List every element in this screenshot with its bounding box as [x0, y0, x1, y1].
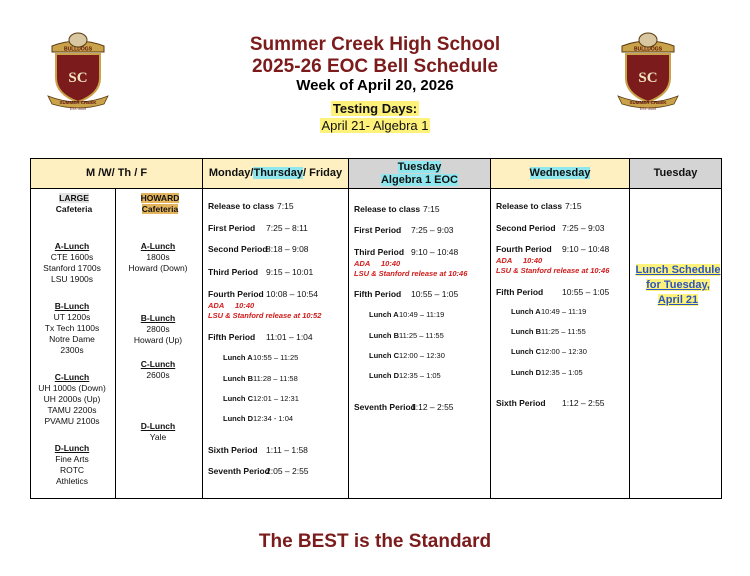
lunch-group-item: UH 2000s (Up) [43, 394, 101, 404]
ada-label: ADA [496, 256, 513, 265]
lunch-group-item: Howard (Up) [133, 335, 183, 345]
period-name: Seventh Period [208, 466, 270, 476]
period-time: 12:01 – 12:31 [253, 394, 299, 403]
logo-ribbon-text: SUMMER CREEK [59, 100, 97, 105]
period-name: First Period [354, 225, 402, 235]
lunch-group-title: A-Lunch [54, 241, 90, 251]
period-name: Fifth Period [208, 332, 256, 342]
logo-est-text: EST. 2009 [69, 107, 87, 111]
ada-time: 10:40 [523, 256, 543, 265]
column-lunch-locations [31, 159, 203, 498]
period-name: Sixth Period [208, 445, 258, 455]
period-name: Fifth Period [496, 287, 544, 297]
period-name: Fifth Period [354, 289, 402, 299]
period-name: Third Period [208, 267, 259, 277]
period-name: First Period [208, 223, 256, 233]
period-time: 9:10 – 10:48 [562, 244, 610, 254]
column-header-tuesday-eoc: Tuesday Algebra 1 EOC [349, 159, 490, 189]
period-name: Release to class [354, 204, 421, 214]
lunch-group-item: 2300s [60, 345, 84, 355]
ada-label: ADA [208, 301, 225, 310]
lunch-group-item: Howard (Down) [128, 263, 188, 273]
period-time: 7:25 – 9:03 [562, 223, 605, 233]
howard-cafeteria-label: HOWARD Cafeteria [140, 193, 180, 214]
period-name: Lunch C [511, 347, 541, 356]
week-label: Week of April 20, 2026 [296, 77, 454, 94]
tuesday-lunch-schedule-link[interactable]: Lunch Schedule for Tuesday, April 21 [635, 264, 721, 306]
release-note: LSU & Stanford release at 10:46 [354, 269, 468, 278]
ada-time: 10:40 [235, 301, 255, 310]
ada-time: 10:40 [381, 259, 401, 268]
period-name: Seventh Period [354, 402, 416, 412]
period-time: 12:00 – 12:30 [541, 347, 587, 356]
period-time: 7:15 [277, 201, 294, 211]
period-name: Lunch B [369, 331, 399, 340]
period-time: 10:49 – 11:19 [541, 307, 587, 316]
lunch-group-item: 2800s [146, 324, 170, 334]
ada-label: ADA [354, 259, 371, 268]
lunch-group-title: D-Lunch [54, 443, 90, 453]
period-name: Third Period [354, 247, 405, 257]
period-time: 12:35 – 1:05 [399, 371, 441, 380]
period-time: 7:25 – 9:03 [411, 225, 454, 235]
testing-days-label: Testing Days: [332, 101, 418, 116]
lunch-group-title: C-Lunch [140, 359, 176, 369]
period-time: 10:49 – 11:19 [399, 310, 445, 319]
period-name: Release to class [208, 201, 275, 211]
period-time: 9:10 – 10:48 [411, 247, 459, 257]
period-name: Lunch D [511, 368, 541, 377]
period-time: 8:18 – 9:08 [266, 244, 309, 254]
lunch-group-title: C-Lunch [54, 372, 90, 382]
lunch-group-item: LSU 1900s [50, 274, 94, 284]
lunch-group-title: D-Lunch [140, 421, 176, 431]
period-time: 12:34 - 1:04 [253, 414, 294, 423]
period-name: Lunch B [223, 374, 253, 383]
period-name: Release to class [496, 201, 563, 211]
period-time: 10:55 – 1:05 [562, 287, 610, 297]
period-time: 12:00 – 12:30 [399, 351, 445, 360]
column-header-tuesday: Tuesday [630, 159, 721, 189]
lunch-group-item: PVAMU 2100s [44, 416, 100, 426]
period-time: 1:12 – 2:55 [411, 402, 454, 412]
lunch-group-item: Athletics [55, 476, 89, 486]
period-time: 7:25 – 8:11 [266, 223, 308, 233]
lunch-group-item: Yale [149, 432, 167, 442]
release-note: LSU & Stanford release at 10:52 [208, 311, 322, 320]
logo-banner-text: BULLDOGS [633, 46, 663, 53]
period-name: Second Period [496, 223, 556, 233]
testing-days-value: April 21- Algebra 1 [321, 118, 429, 133]
period-name: Lunch A [223, 353, 253, 362]
period-time: 11:01 – 1:04 [266, 332, 313, 342]
period-time: 10:08 – 10:54 [266, 289, 318, 299]
period-time: 11:28 – 11:58 [253, 374, 298, 383]
lunch-group-item: Fine Arts [55, 454, 89, 464]
lunch-group-item: 1800s [146, 252, 170, 262]
period-time: 1:12 – 2:55 [562, 398, 605, 408]
logo-letters: SC [68, 70, 88, 86]
large-cafeteria-label: LARGE Cafeteria [55, 193, 93, 214]
column-wednesday [491, 159, 630, 498]
period-name: Lunch A [511, 307, 541, 316]
period-time: 10:55 – 1:05 [411, 289, 459, 299]
lunch-group-title: A-Lunch [140, 241, 176, 251]
lunch-group-item: ROTC [59, 465, 85, 475]
logo-ribbon-text: SUMMER CREEK [629, 100, 667, 105]
lunch-group-item: TAMU 2200s [47, 405, 97, 415]
period-name: Lunch D [223, 414, 253, 423]
period-name: Lunch D [369, 371, 399, 380]
lunch-group-item: 2600s [146, 370, 170, 380]
period-name: Fourth Period [496, 244, 552, 254]
logo-est-text: EST. 2009 [639, 107, 657, 111]
lunch-group-item: Stanford 1700s [43, 263, 101, 273]
lunch-group-item: Notre Dame [49, 334, 95, 344]
column-header-wednesday: Wednesday [491, 159, 629, 189]
lunch-group-item: CTE 1600s [50, 252, 94, 262]
logo-banner-text: BULLDOGS [63, 46, 93, 53]
period-time: 7:15 [423, 204, 440, 214]
period-name: Lunch B [511, 327, 541, 336]
release-note: LSU & Stanford release at 10:46 [496, 266, 610, 275]
lunch-group-item: Tx Tech 1100s [44, 323, 100, 333]
period-time: 9:15 – 10:01 [266, 267, 314, 277]
period-name: Lunch C [369, 351, 399, 360]
lunch-group-item: UT 1200s [53, 312, 91, 322]
lunch-group-title: B-Lunch [54, 301, 90, 311]
logo-letters: SC [638, 70, 658, 86]
period-time: 11:25 – 11:55 [541, 327, 586, 336]
column-tuesday-lunch [630, 159, 721, 498]
schedule-title: 2025-26 EOC Bell Schedule [251, 56, 499, 77]
period-time: 7:15 [565, 201, 582, 211]
column-tuesday-eoc [349, 159, 491, 498]
period-name: Lunch C [223, 394, 253, 403]
column-mon-thu-fri [203, 159, 349, 498]
schedule-table [30, 158, 722, 499]
period-name: Sixth Period [496, 398, 546, 408]
period-name: Fourth Period [208, 289, 264, 299]
period-time: 2:05 – 2:55 [266, 466, 309, 476]
lunch-group-item: UH 1000s (Down) [38, 383, 106, 393]
school-name: Summer Creek High School [249, 34, 501, 55]
period-name: Second Period [208, 244, 268, 254]
column-header-mwthf: M /W/ Th / F [31, 159, 202, 189]
lunch-group-title: B-Lunch [140, 313, 176, 323]
period-time: 1:11 – 1:58 [266, 445, 308, 455]
school-motto: The BEST is the Standard [258, 531, 492, 552]
period-time: 12:35 – 1:05 [541, 368, 583, 377]
period-time: 11:25 – 11:55 [399, 331, 444, 340]
period-time: 10:55 – 11:25 [253, 353, 299, 362]
period-name: Lunch A [369, 310, 399, 319]
column-header-mon-thu-fri: Monday/Thursday/ Friday [203, 159, 348, 189]
